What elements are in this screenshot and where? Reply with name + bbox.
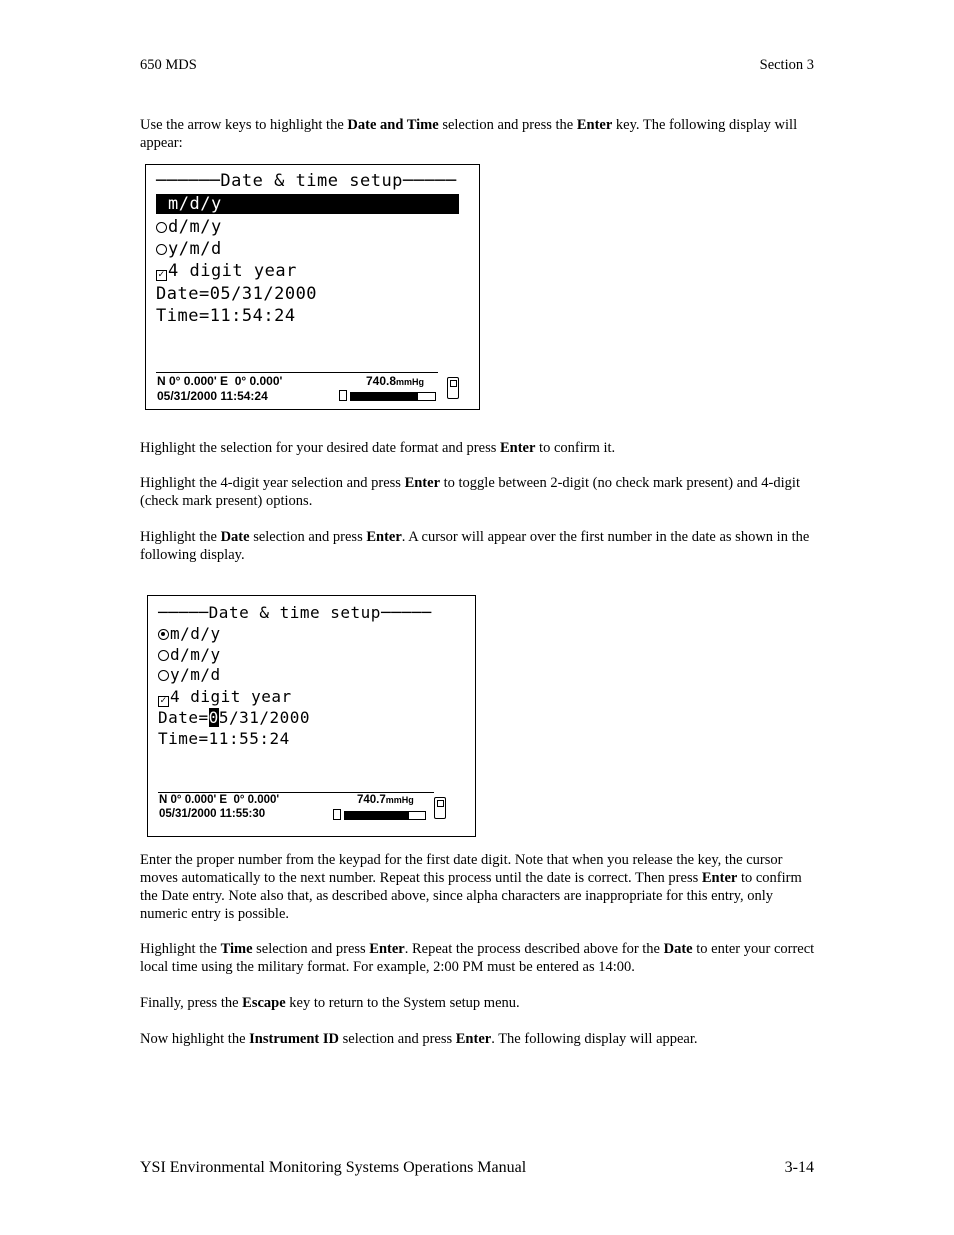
radio-icon	[158, 670, 169, 681]
paragraph-time: Highlight the Time selection and press Enter. Repeat the process described above for the Date to enter your correct local time using the military format. For example, 2:00 PM must be entered as 14:00.	[140, 941, 815, 975]
option-ymd[interactable]: y/m/d	[158, 665, 221, 684]
date-field[interactable]: Date=05/31/2000	[156, 284, 318, 304]
screen-title: Date & time setup	[208, 603, 381, 622]
battery-icon	[333, 809, 341, 820]
date-field[interactable]: Date=05/31/2000	[158, 708, 311, 727]
battery-icon	[339, 390, 347, 401]
screen-title-row: ──────Date & time setup─────	[156, 171, 457, 191]
checkbox-checked-icon: ✓	[158, 696, 169, 707]
gps-readout: N 0° 0.000' E 0° 0.000'	[157, 374, 283, 388]
pressure-readout: 740.8mmHg	[366, 374, 425, 388]
radio-icon	[158, 650, 169, 661]
screen-title: Date & time setup	[220, 171, 403, 191]
intro-paragraph: Use the arrow keys to highlight the Date and Time selection and press the Enter key. The following display will appear:	[140, 117, 798, 151]
battery-bar	[350, 392, 436, 401]
time-field[interactable]: Time=11:55:24	[158, 729, 290, 748]
gps-readout: N 0° 0.000' E 0° 0.000'	[159, 794, 280, 806]
date-cursor: 0	[208, 708, 219, 727]
option-dmy[interactable]: d/m/y	[156, 217, 222, 237]
paragraph-date-format: Highlight the selection for your desired date format and press Enter to confirm it.	[140, 440, 616, 456]
device-screen-1	[145, 164, 480, 410]
header-doc-title: 650 MDS	[140, 57, 197, 73]
sonde-icon	[434, 797, 446, 819]
sonde-icon	[447, 377, 459, 399]
radio-icon	[156, 244, 167, 255]
screen-title-row: ─────Date & time setup─────	[158, 603, 432, 622]
battery-bar-fill	[345, 812, 409, 819]
radio-selected-icon	[156, 199, 167, 210]
time-field[interactable]: Time=11:54:24	[156, 306, 296, 326]
battery-bar-fill	[351, 393, 418, 400]
pressure-readout: 740.7mmHg	[357, 794, 414, 806]
paragraph-escape: Finally, press the Escape key to return to the System setup menu.	[140, 995, 520, 1011]
option-dmy[interactable]: d/m/y	[158, 645, 221, 664]
radio-selected-icon	[158, 629, 169, 640]
option-ymd[interactable]: y/m/d	[156, 239, 222, 259]
paragraph-enter-digits: Enter the proper number from the keypad for the first date digit. Note that when you release the key, the cursor moves automatically to the next number. Repeat this process until the date is correct. Then press Enter to confirm the Date entry. Note also that, as described above, since alpha characters are inappropriate for this entry, only numeric entry is possible.	[140, 852, 802, 922]
footer-manual-title: YSI Environmental Monitoring Systems Operations Manual	[140, 1159, 527, 1176]
checkbox-checked-icon: ✓	[156, 270, 167, 281]
option-mdy[interactable]: m/d/y	[158, 624, 221, 643]
device-screen-2	[147, 595, 476, 837]
paragraph-instrument-id: Now highlight the Instrument ID selection and press Enter. The following display will appear.	[140, 1031, 698, 1047]
battery-bar	[344, 811, 426, 820]
status-datetime: 05/31/2000 11:54:24	[157, 389, 268, 403]
option-4-digit-year[interactable]: ✓ 4 digit year	[158, 687, 292, 707]
header-section: Section 3	[759, 57, 814, 73]
status-divider	[156, 372, 438, 373]
status-datetime: 05/31/2000 11:55:30	[159, 808, 266, 820]
paragraph-4-digit-year: Highlight the 4-digit year selection and press Enter to toggle between 2-digit (no check mark present) and 4-digit (check mark present) options.	[140, 475, 800, 509]
option-4-digit-year[interactable]: ✓ 4 digit year	[156, 261, 297, 281]
paragraph-date-cursor: Highlight the Date selection and press Enter. A cursor will appear over the first number in the date as shown in the following display.	[140, 529, 810, 563]
footer-page-number: 3-14	[784, 1159, 814, 1176]
status-divider	[158, 792, 434, 793]
option-mdy[interactable]: m/d/y	[156, 194, 459, 214]
radio-icon	[156, 222, 167, 233]
